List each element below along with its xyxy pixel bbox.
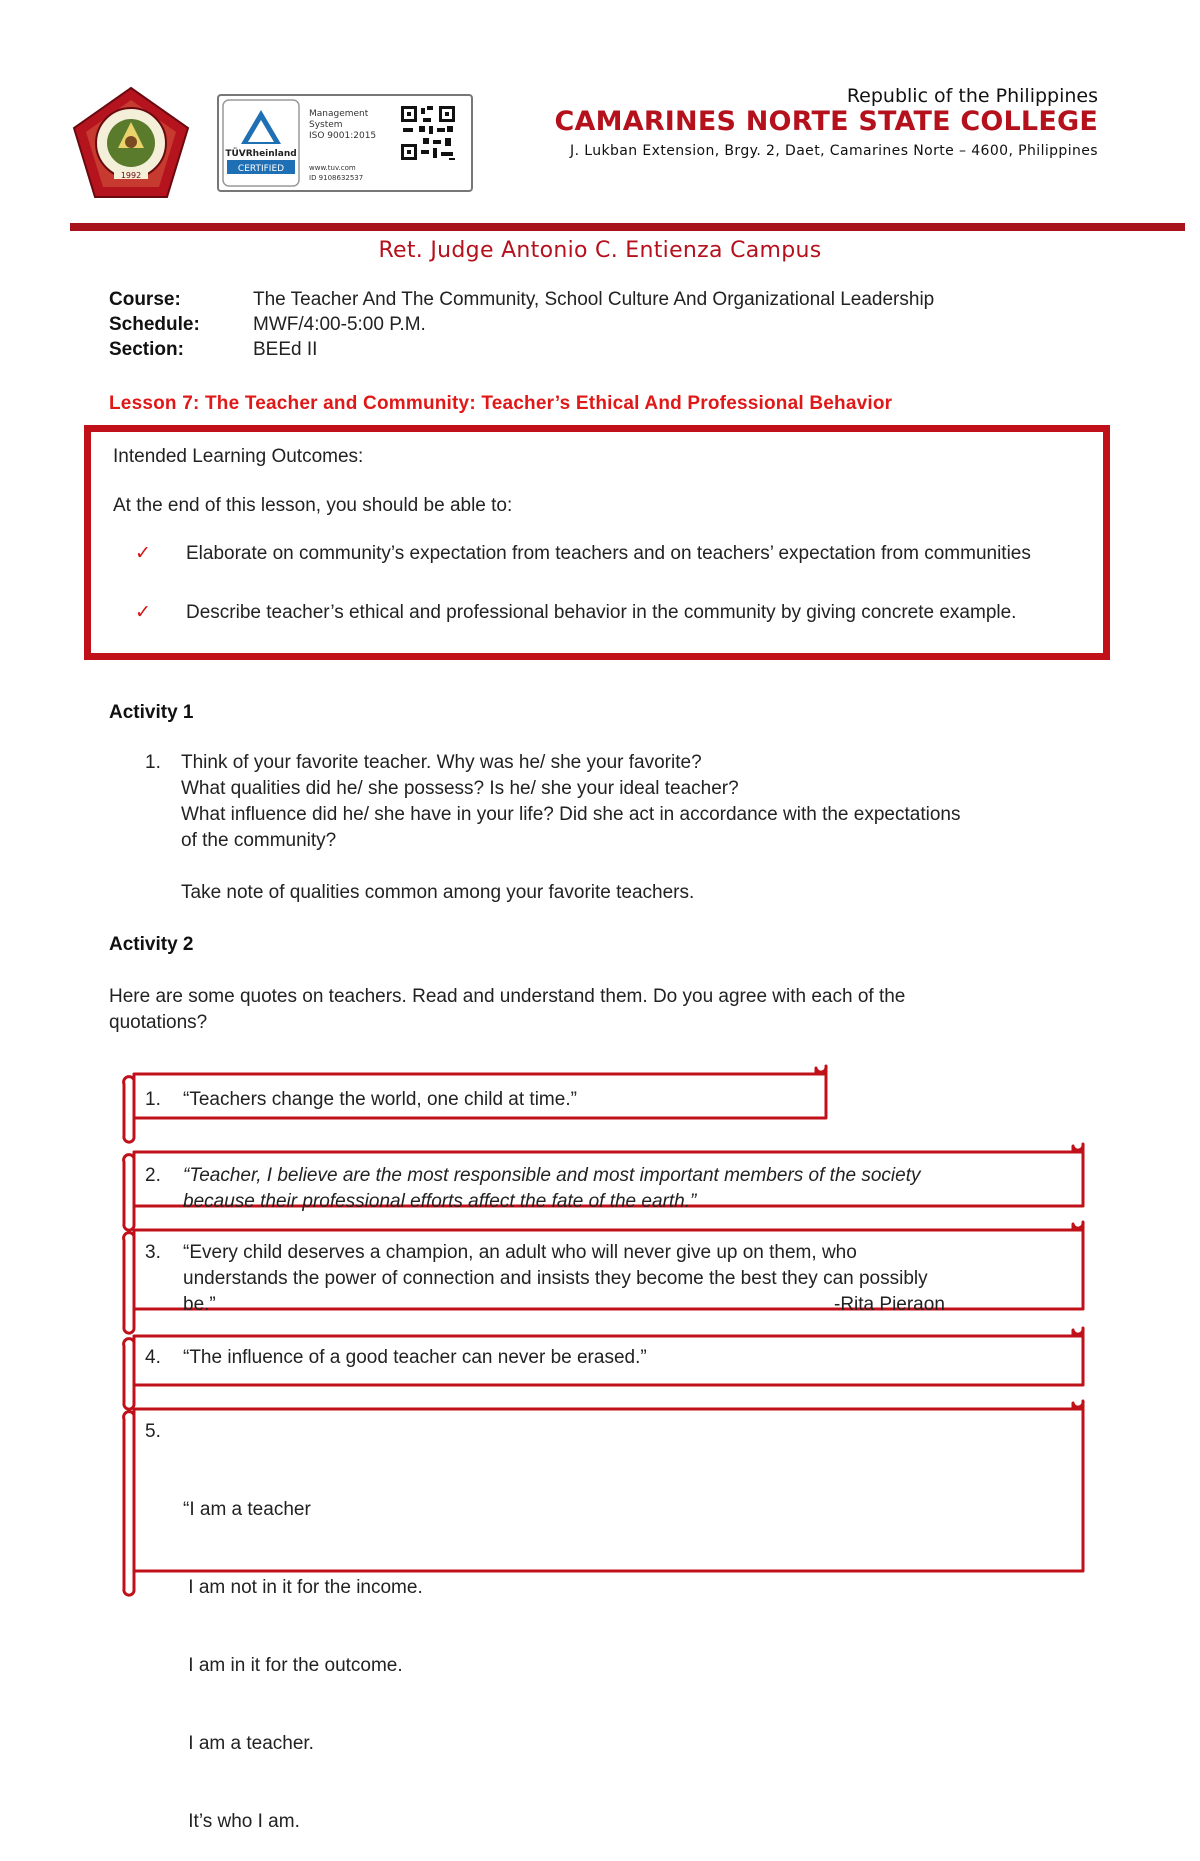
- seal-year: 1992: [120, 171, 142, 180]
- qr-code-icon: [399, 104, 457, 162]
- section-value: BEEd II: [253, 339, 318, 360]
- activity-1-note: Take note of qualities common among your favorite teachers.: [181, 882, 695, 903]
- activity-1-title: Activity 1: [109, 702, 194, 723]
- activity-1-line: of the community?: [181, 830, 337, 851]
- checkmark-icon: ✓: [135, 602, 151, 623]
- svg-text:www.tuv.com: www.tuv.com: [309, 164, 356, 172]
- quote-item: 3. “Every child deserves a champion, an adult who will never give up on them, who understands the power of connection and insists they become the best they can possibly be.”: [145, 1242, 928, 1315]
- section-label: Section:: [109, 339, 184, 360]
- ilo-intro: At the end of this lesson, you should be able to:: [113, 495, 513, 516]
- schedule-label: Schedule:: [109, 314, 200, 335]
- college-name: CAMARINES NORTE STATE COLLEGE: [554, 106, 1098, 137]
- quote-item: 5. “I am a teacher I am not in it for the income. I am in it for the outcome. I am a teacher. It’s who I am.: [145, 1421, 423, 1832]
- ilo-heading: Intended Learning Outcomes:: [113, 446, 364, 467]
- activity-2-title: Activity 2: [109, 934, 194, 955]
- activity-1-line: What qualities did he/ she possess? Is he/ she your ideal teacher?: [181, 778, 739, 799]
- svg-text:System: System: [309, 120, 343, 130]
- quote-author: -Rita Pieraon: [834, 1294, 945, 1315]
- ilo-item: ✓ Elaborate on community’s expectation from teachers and on teachers’ expectation from communities: [113, 539, 1081, 568]
- tuv-brand: TÜVRheinland: [225, 149, 297, 159]
- tuv-certified: CERTIFIED: [237, 164, 285, 174]
- activity-1-line: What influence did he/ she have in your life? Did she act in accordance with the expectations: [181, 804, 961, 825]
- activity-1-number: 1.: [145, 752, 161, 773]
- republic-label: Republic of the Philippines: [846, 85, 1098, 107]
- campus-title: Ret. Judge Antonio C. Entienza Campus: [378, 238, 822, 263]
- quote-item: 1. “Teachers change the world, one child at time.”: [145, 1089, 577, 1110]
- activity-2-intro: quotations?: [109, 1012, 208, 1033]
- college-address: J. Lukban Extension, Brgy. 2, Daet, Camarines Norte – 4600, Philippines: [570, 143, 1098, 159]
- learning-outcomes-box: [84, 425, 1110, 660]
- svg-text:ID 9108632537: ID 9108632537: [309, 174, 364, 182]
- svg-text:ISO 9001:2015: ISO 9001:2015: [309, 131, 377, 141]
- checkmark-icon: ✓: [135, 543, 151, 564]
- quote-item: 2. “Teacher, I believe are the most responsible and most important members of the society because their professional efforts affect the fate of the earth.”: [145, 1165, 921, 1212]
- schedule-value: MWF/4:00-5:00 P.M.: [253, 314, 426, 335]
- header-divider: [70, 223, 1185, 231]
- iso-certification-badge: [217, 94, 473, 192]
- ilo-item: ✓ Describe teacher’s ethical and professional behavior in the community by giving concrete example.: [113, 598, 1081, 627]
- activity-1-line: Think of your favorite teacher. Why was he/ she your favorite?: [181, 752, 702, 773]
- activity-2-intro: Here are some quotes on teachers. Read and understand them. Do you agree with each of the: [109, 986, 906, 1007]
- lesson-title: Lesson 7: The Teacher and Community: Teacher’s Ethical And Professional Behavior: [109, 393, 893, 414]
- course-label: Course:: [109, 289, 181, 310]
- course-value: The Teacher And The Community, School Culture And Organizational Leadership: [253, 289, 935, 310]
- svg-text:Management: Management: [309, 109, 369, 119]
- college-seal-logo: [72, 86, 190, 200]
- quote-item: 4. “The influence of a good teacher can never be erased.”: [145, 1347, 647, 1368]
